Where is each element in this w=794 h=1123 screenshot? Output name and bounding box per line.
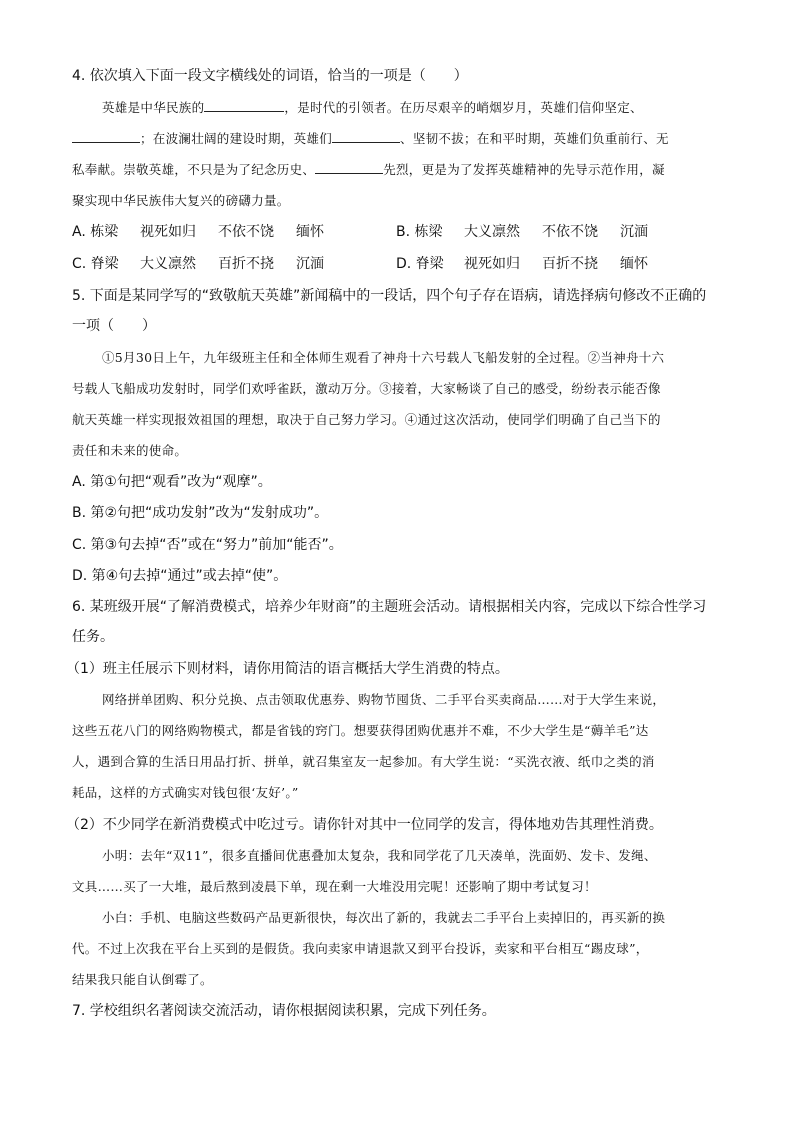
q4-p1-part-b: ，是时代的引领者。在历尽艰辛的峭烟岁月，英雄们信仰坚定、 [284, 100, 643, 115]
q4-p3-part-b: 先烈，更是为了发挥英雄精神的先导示范作用，凝 [383, 162, 665, 177]
q6-subtask-1: （1）班主任展示下则材料，请你用简洁的语言概括大学生消费的特点。 [66, 661, 509, 677]
q4-c-word-2: 大义凛然 [140, 256, 196, 272]
q4-option-d [396, 254, 648, 274]
q4-b-word-3: 不依不饶 [542, 224, 598, 240]
q4-b-word-2: 大义凛然 [464, 224, 520, 240]
q6-xiaoming-line-1: 小明：去年“双11”，很多直播间优惠叠加太复杂，我和同学花了几天凑单，洗面奶、发卡、发绳、 [102, 848, 657, 863]
q5-passage-line-1: ①5月30日上午，九年级班主任和全体师生观看了神舟十六号载人飞船发射的全过程。②当神舟十六 [102, 350, 665, 365]
q5-option-b: B. 第②句把“成功发射”改为“发射成功”。 [72, 505, 329, 521]
q6-stem-line-2: 任务。 [72, 629, 114, 645]
q5-passage-line-3: 航天英雄一样实现报效祖国的理想，取决于自己努力学习。④通过这次活动，使同学们明确了自己当下的 [72, 412, 661, 427]
q4-c-word-3: 百折不挠 [218, 256, 274, 272]
q6-material-line-1: 网络拼单团购、积分兑换、点击领取优惠券、购物节囤货、二手平台买卖商品……对于大学生来说， [102, 692, 666, 707]
q4-passage-line-3 [72, 160, 665, 180]
blank-3 [332, 129, 400, 143]
q4-stem: 4. 依次填入下面一段文字横线处的词语，恰当的一项是（ ） [72, 68, 468, 84]
q4-c-word-4: 沉湎 [296, 256, 324, 272]
q6-subtask-2: （2）不少同学在新消费模式中吃过亏。请你针对其中一位同学的发言，得体地劝告其理性消费。 [66, 817, 663, 833]
q4-d-word-4: 缅怀 [620, 256, 648, 272]
q4-a-word-3: 不依不饶 [218, 224, 274, 240]
q4-d-word-3: 百折不挠 [542, 256, 598, 272]
q4-passage-line-4: 聚实现中华民族伟大复兴的磅礴力量。 [72, 193, 290, 208]
q6-xiaobai-line-3: 结果我只能自认倒霉了。 [72, 972, 213, 987]
q5-option-d: D. 第④句去掉“通过”或去掉“使”。 [72, 568, 288, 584]
q4-option-b [396, 222, 648, 242]
q4-c-word-1: C. 脊梁 [72, 256, 119, 272]
q6-material-line-4: 耗品，这样的方式确实对钱包很‘友好’。” [72, 785, 299, 800]
q4-a-word-2: 视死如归 [140, 224, 196, 240]
q4-passage-line-1 [102, 98, 643, 118]
q4-option-a [72, 222, 324, 242]
q4-b-word-4: 沉湎 [620, 224, 648, 240]
q4-p3-part-a: 私奉献。崇敬英雄，不只是为了纪念历史、 [72, 162, 316, 177]
blank-1 [204, 98, 284, 112]
q5-passage-line-4: 责任和未来的使命。 [72, 443, 188, 458]
q6-material-line-2: 这些五花八门的网络购物模式，都是省钱的窍门。想要获得团购优惠并不难，不少大学生是“薅羊毛”达 [72, 723, 649, 738]
q5-stem-line-2: 一项（ ） [72, 318, 156, 334]
q4-p2-part-b: 、坚韧不拔；在和平时期，英雄们负重前行、无 [400, 131, 669, 146]
q4-a-word-4: 缅怀 [296, 224, 324, 240]
q5-stem-line-1: 5. 下面是某同学写的“致敬航天英雄”新闻稿中的一段话，四个句子存在语病，请选择病句修改不正确的 [72, 288, 707, 304]
q4-b-word-1: B. 栋梁 [396, 224, 443, 240]
q4-p1-part-a: 英雄是中华民族的 [102, 100, 205, 115]
blank-2 [72, 129, 140, 143]
q6-stem-line-1: 6. 某班级开展“了解消费模式，培养少年财商”的主题班会活动。请根据相关内容，完成以下综合性学习 [72, 599, 707, 615]
q7-stem: 7. 学校组织名著阅读交流活动，请你根据阅读积累，完成下列任务。 [72, 1003, 496, 1019]
q6-xiaobai-line-1: 小白：手机、电脑这些数码产品更新很快，每次出了新的，我就去二手平台上卖掉旧的，再买新的换 [102, 910, 666, 925]
blank-4 [315, 160, 383, 174]
q6-material-line-3: 人，遇到合算的生活日用品打折、拼单，就召集室友一起参加。有大学生说：“买洗衣液、纸巾之类的消 [72, 754, 655, 769]
q6-xiaoming-line-2: 文具……买了一大堆，最后熬到凌晨下单，现在剩一大堆没用完呢！还影响了期中考试复习！ [72, 879, 597, 894]
q4-a-word-1: A. 栋梁 [72, 224, 119, 240]
q4-d-word-2: 视死如归 [464, 256, 520, 272]
q5-option-c: C. 第③句去掉“否”或在“努力”前加“能否”。 [72, 537, 343, 553]
q6-xiaobai-line-2: 代。不过上次我在平台上买到的是假货。我向卖家申请退款又到平台投诉，卖家和平台相互“踢皮球”， [72, 941, 649, 956]
q4-p2-part-a: ；在波澜壮阔的建设时期，英雄们 [140, 131, 333, 146]
q5-passage-line-2: 号载人飞船成功发射时，同学们欢呼雀跃，激动万分。③接着，大家畅谈了自己的感受，纷纷表示能否像 [72, 381, 661, 396]
q5-option-a: A. 第①句把“观看”改为“观摩”。 [72, 474, 272, 490]
q4-d-word-1: D. 脊梁 [396, 256, 444, 272]
q4-option-c [72, 254, 324, 274]
q4-passage-line-2 [72, 129, 669, 149]
